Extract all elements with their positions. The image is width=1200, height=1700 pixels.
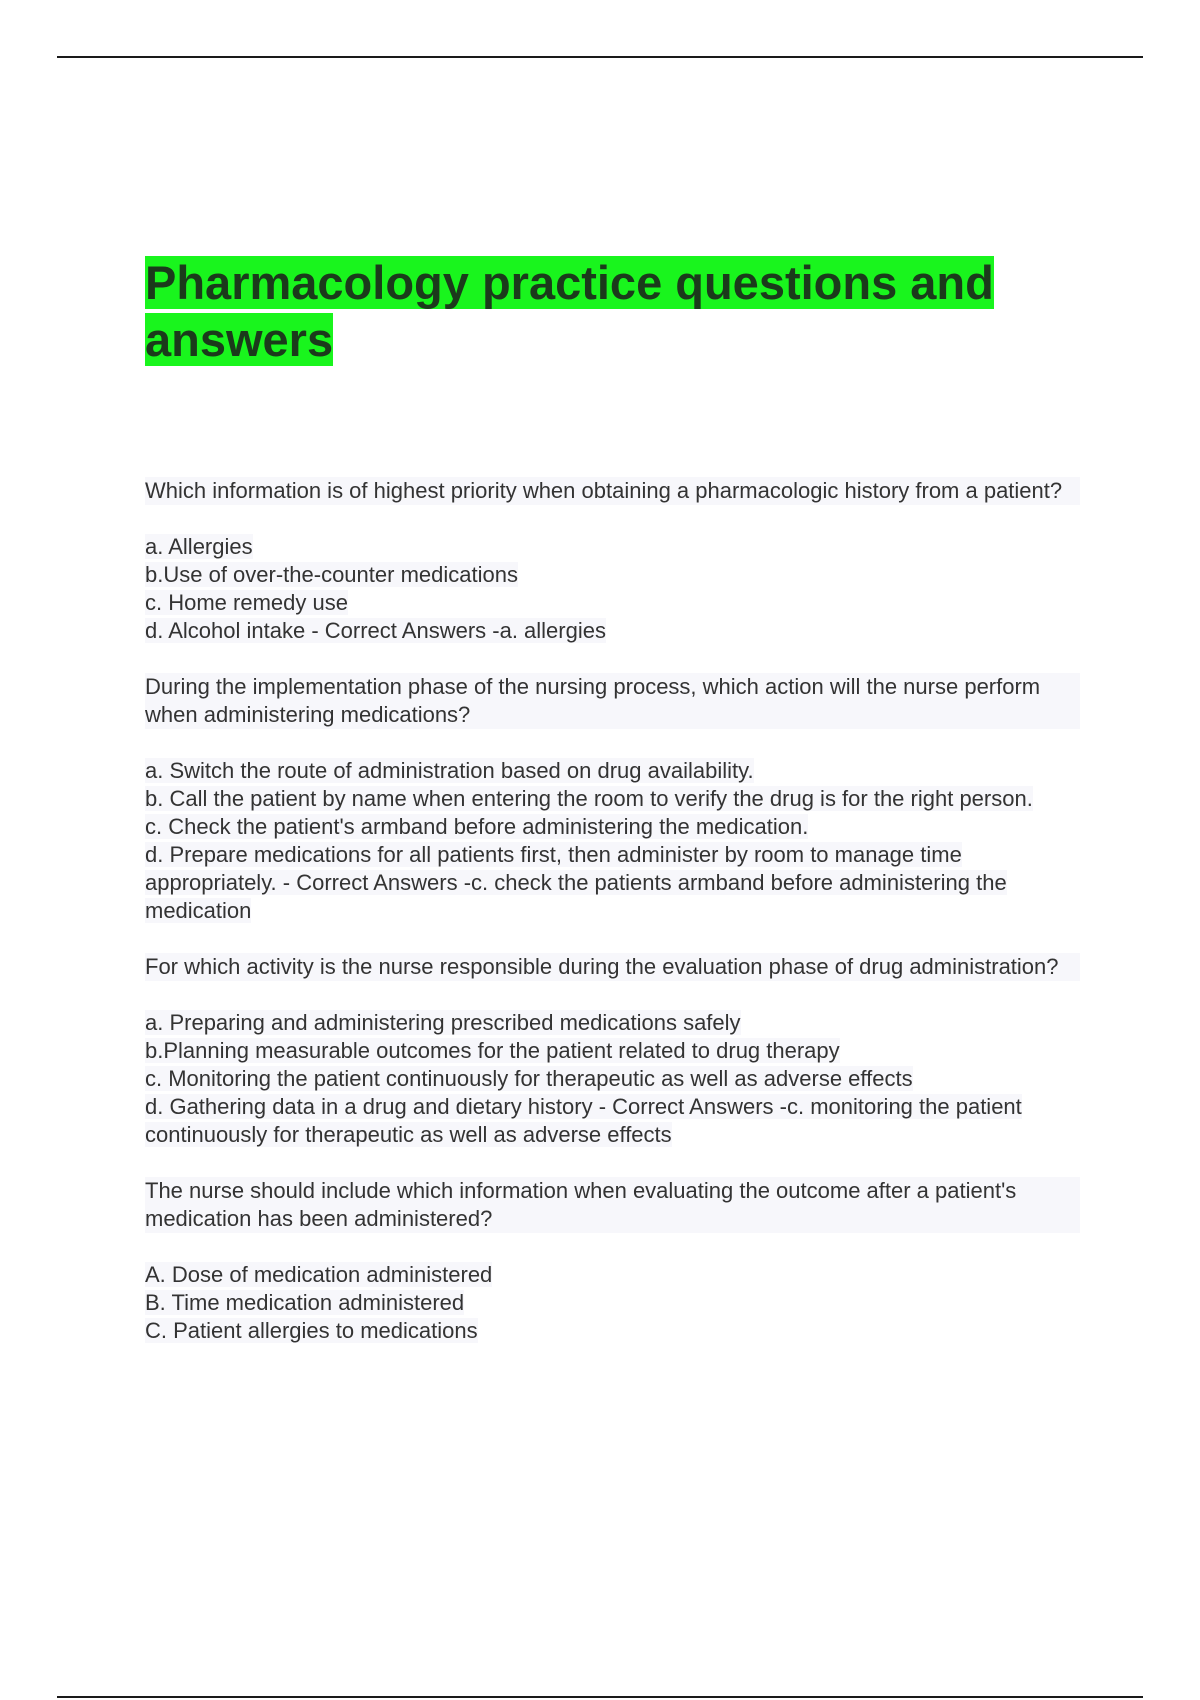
option-item bbox=[145, 1261, 1080, 1289]
option-item bbox=[145, 1065, 1080, 1093]
option-item bbox=[145, 589, 1080, 617]
question-block-3 bbox=[145, 953, 1080, 1149]
option-text: c. Home remedy use bbox=[145, 590, 348, 615]
page-title bbox=[145, 254, 1105, 368]
option-item bbox=[145, 1009, 1080, 1037]
option-text: b.Planning measurable outcomes for the patient related to drug therapy bbox=[145, 1038, 840, 1063]
question-text: For which activity is the nurse responsible during the evaluation phase of drug administration? bbox=[145, 953, 1080, 981]
option-text: a. Switch the route of administration based on drug availability. bbox=[145, 758, 754, 783]
option-item bbox=[145, 533, 1080, 561]
option-item bbox=[145, 561, 1080, 589]
option-item bbox=[145, 617, 1080, 645]
option-item bbox=[145, 757, 1080, 785]
option-list bbox=[145, 1261, 1080, 1345]
option-item bbox=[145, 785, 1080, 813]
option-text: a. Allergies bbox=[145, 534, 253, 559]
option-item bbox=[145, 1317, 1080, 1345]
option-text: d. Gathering data in a drug and dietary history - Correct Answers -c. monitoring the patient continuously for therapeutic as well as adverse effects bbox=[145, 1094, 1022, 1147]
top-rule bbox=[57, 56, 1143, 58]
option-item bbox=[145, 1289, 1080, 1317]
question-block-2 bbox=[145, 673, 1080, 925]
option-text: A. Dose of medication administered bbox=[145, 1262, 493, 1287]
option-text: b.Use of over-the-counter medications bbox=[145, 562, 518, 587]
option-list bbox=[145, 757, 1080, 925]
question-text: During the implementation phase of the nursing process, which action will the nurse perform when administering medications? bbox=[145, 673, 1080, 729]
document-body bbox=[145, 477, 1080, 1373]
page-title-text: Pharmacology practice questions and answers bbox=[145, 256, 994, 366]
option-text: c. Check the patient's armband before administering the medication. bbox=[145, 814, 809, 839]
question-text: Which information is of highest priority when obtaining a pharmacologic history from a patient? bbox=[145, 477, 1080, 505]
option-text: c. Monitoring the patient continuously for therapeutic as well as adverse effects bbox=[145, 1066, 913, 1091]
option-list bbox=[145, 1009, 1080, 1149]
option-item bbox=[145, 813, 1080, 841]
option-item bbox=[145, 1093, 1080, 1149]
option-text: a. Preparing and administering prescribed medications safely bbox=[145, 1010, 741, 1035]
option-text: d. Alcohol intake - Correct Answers -a. allergies bbox=[145, 618, 606, 643]
option-text: B. Time medication administered bbox=[145, 1290, 465, 1315]
question-block-4 bbox=[145, 1177, 1080, 1345]
option-text: b. Call the patient by name when entering the room to verify the drug is for the right person. bbox=[145, 786, 1033, 811]
option-item bbox=[145, 1037, 1080, 1065]
option-text: C. Patient allergies to medications bbox=[145, 1318, 478, 1343]
question-block-1 bbox=[145, 477, 1080, 645]
option-list bbox=[145, 533, 1080, 645]
question-text: The nurse should include which information when evaluating the outcome after a patient's medication has been administered? bbox=[145, 1177, 1080, 1233]
option-text: d. Prepare medications for all patients first, then administer by room to manage time appropriately. - Correct Answers -c. check the patients armband before administering the medication bbox=[145, 842, 1007, 923]
option-item bbox=[145, 841, 1080, 925]
bottom-rule bbox=[57, 1696, 1143, 1698]
